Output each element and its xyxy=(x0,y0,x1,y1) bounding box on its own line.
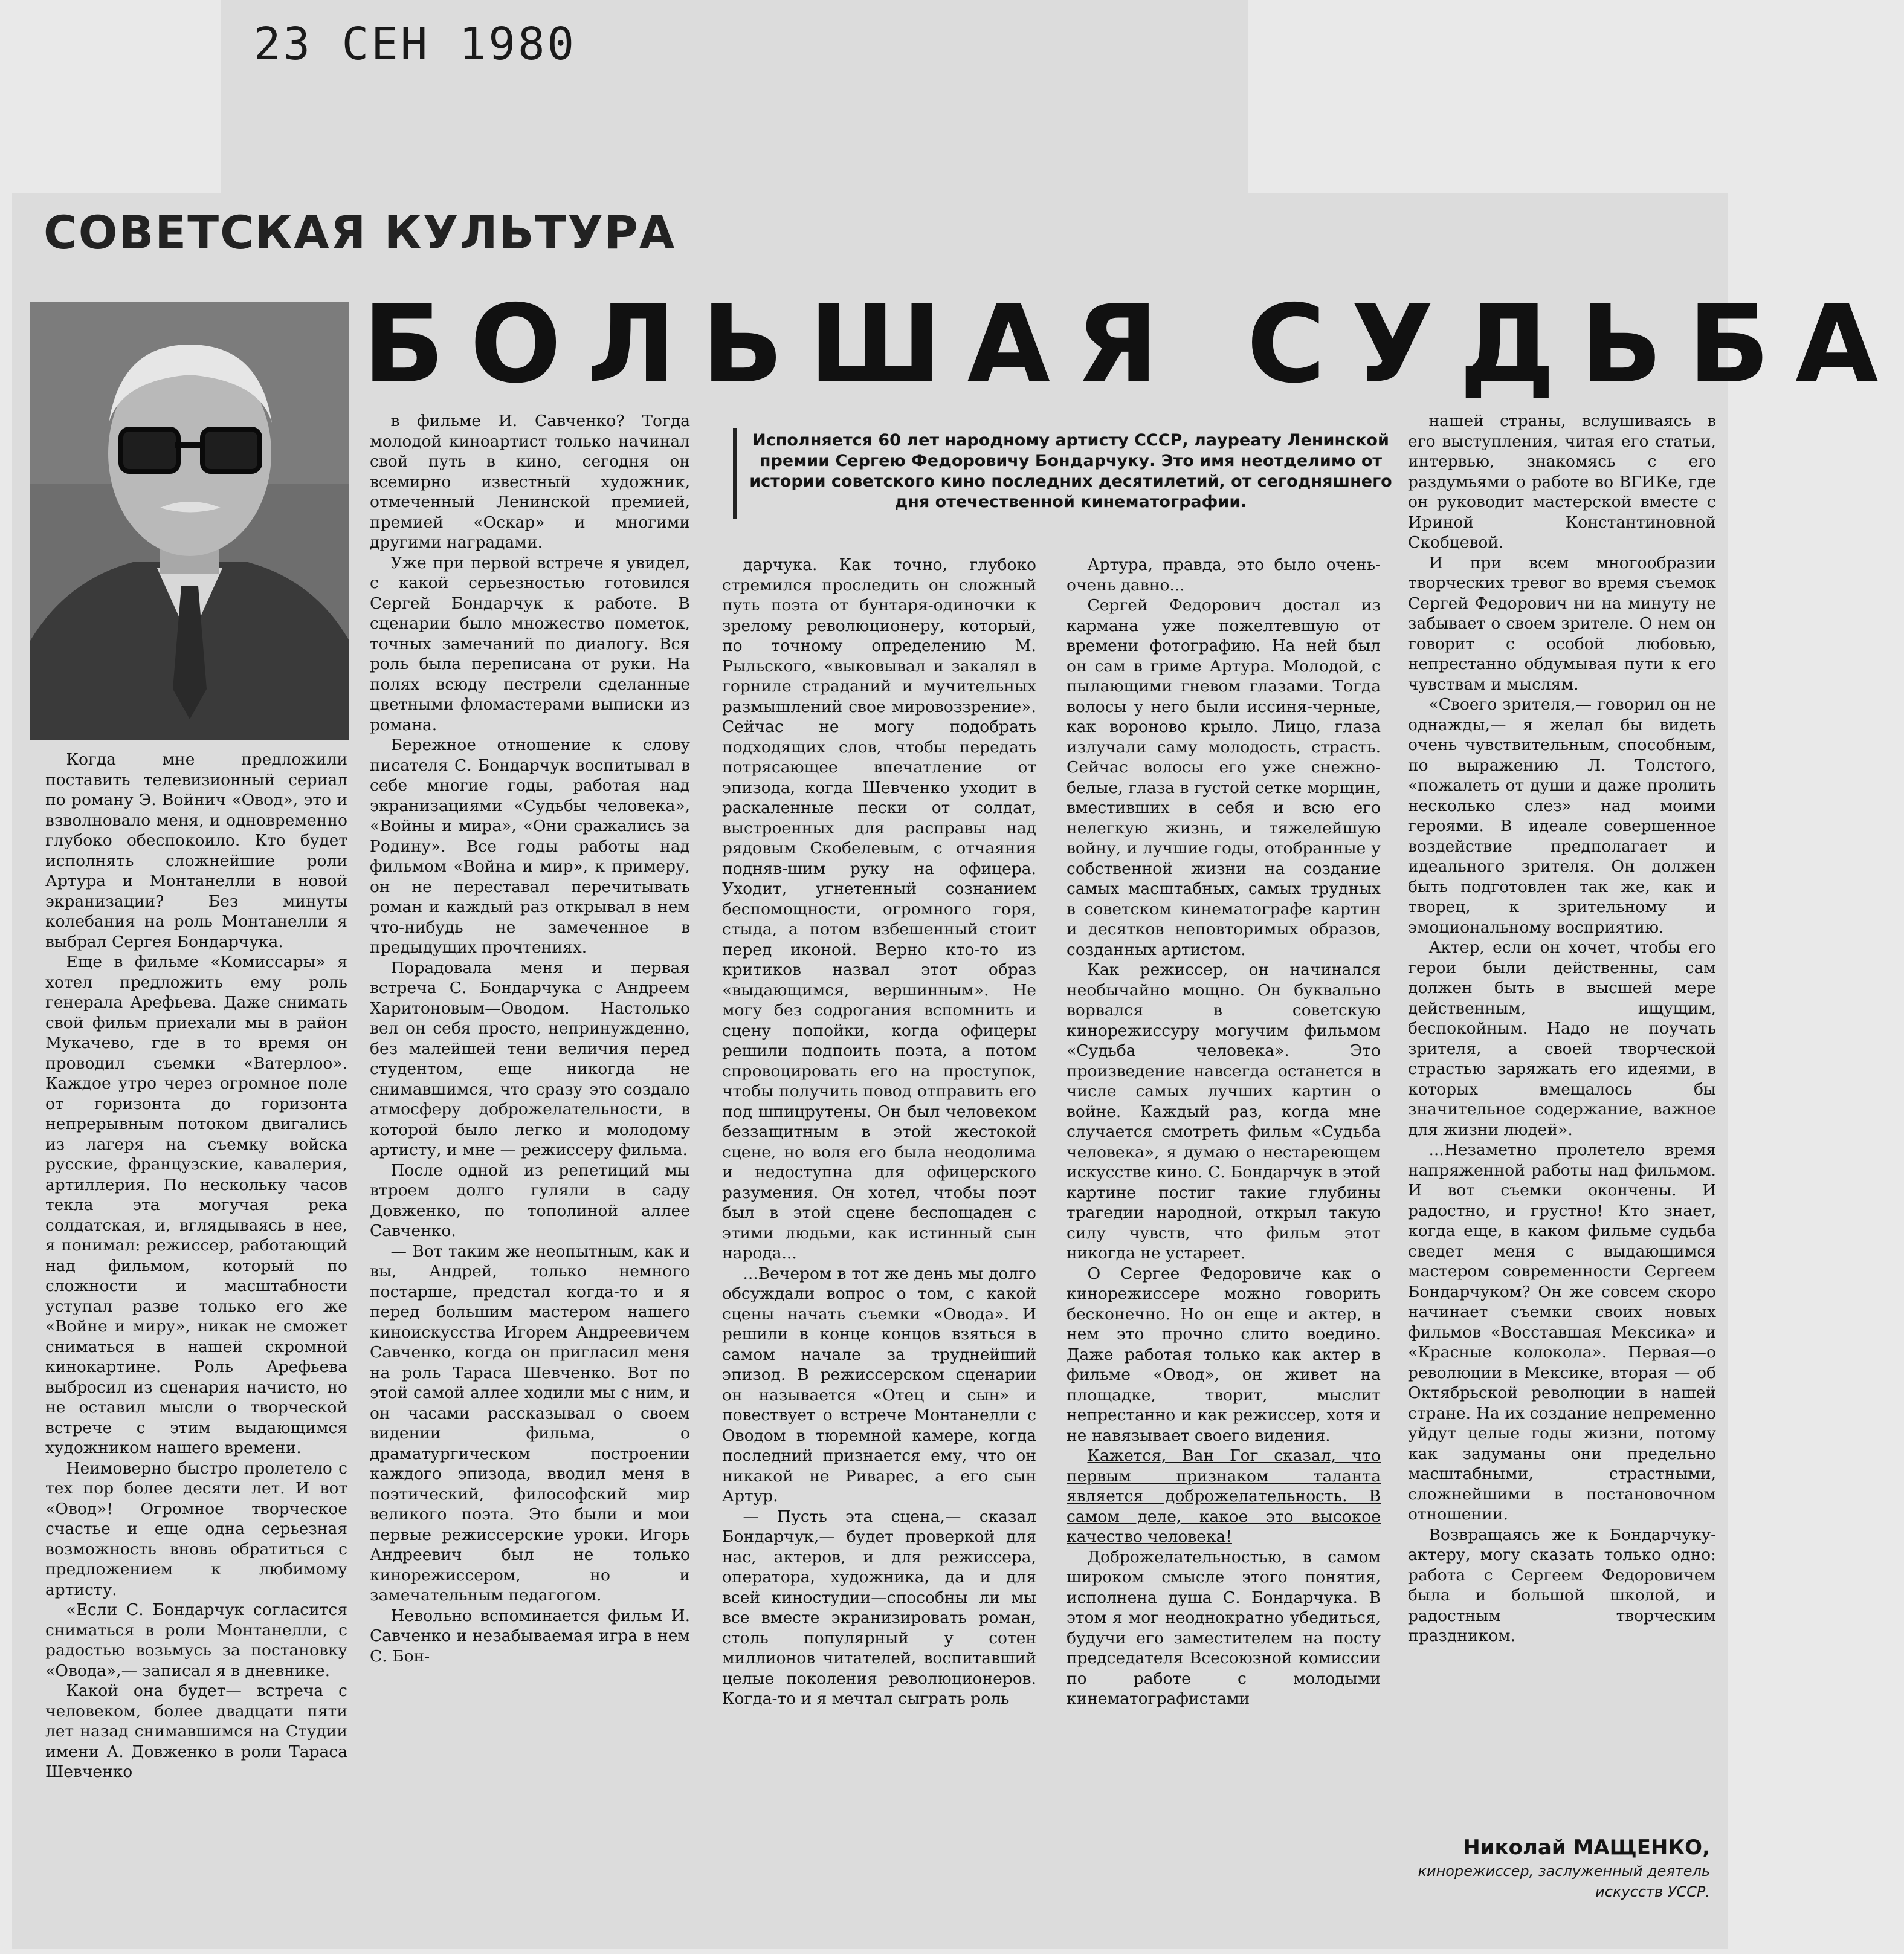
paragraph: Артура, правда, это было очень-очень давно... xyxy=(1067,555,1381,595)
paragraph: Порадовала меня и первая встреча С. Бондарчука с Андреем Харитоновым—Оводом. Настолько вел он себя просто, непринужденно, без малейшей тени величия перед студентом, еще никогда не снимавшимся, что сразу это создало атмосферу доброжелательности, в которой было легко и молодому артисту, и мне — режиссеру фильма. xyxy=(370,958,690,1159)
paragraph: Неимоверно быстро пролетело с тех пор более десяти лет. И вот «Овод»! Огромное творческое счастье и еще одна серьезная возможность вновь обратиться с предложением к любимому артисту. xyxy=(45,1458,347,1599)
paragraph: Еще в фильме «Комиссары» я хотел предложить ему роль генерала Арефьева. Даже снимать свой фильм приехали мы в район Мукачево, где в то время он проводил съемки «Ватерлоо». Каждое утро через огромное поле от горизонта до горизонта непрерывным потоком двигались из лагеря на съемку войска русские, французские, кавалерия, артиллерия. По нескольку часов текла эта могучая река солдатская, и, вглядываясь в нее, я понимал: режиссер, работающий над фильмом, который по сложности и масштабности уступал разве только его же «Войне и миру», никак не сможет сниматься в нашей скромной кинокартине. Роль Арефьева выбросил из сценария начисто, но не оставил мысли о творческой встрече с этим выдающимся художником нашего времени. xyxy=(45,953,347,1457)
paragraph: Какой она будет— встреча с человеком, более двадцати пяти лет назад снимавшимся на Студии имени А. Довженко в роли Тараса Шевченко xyxy=(45,1681,347,1781)
paragraph: в фильме И. Савченко? Тогда молодой киноартист только начинал свой путь в кино, сегодня он всемирно известный художник, отмеченный Ленинской премией, премией «Оскар» и многими другими наградами. xyxy=(370,412,690,552)
paragraph: О Сергее Федоровиче как о кинорежиссере можно говорить бесконечно. Но он еще и актер, в нем это прочно слито воедино. Даже работая только как актер в фильме «Овод», он живет на площадке, творит, мыслит непрестанно и как режиссер, хотя и не навязывает своего видения. xyxy=(1067,1264,1381,1445)
paragraph: Актер, если он хочет, чтобы его герои были действенны, сам должен быть в высшей мере действенным, ищущим, беспокойным. Надо не поучать зрителя, а своей творческой страстью заряжать его идеями, в которых вмещалось бы значительное содержание, важное для жизни людей». xyxy=(1408,938,1716,1139)
paragraph: Сергей Федорович достал из кармана уже пожелтевшую от времени фотографию. На ней был он сам в гриме Артура. Молодой, с пылающими гневом глазами. Тогда волосы у него были иссиня-черные, как вороново крыло. Лицо, глаза излучали саму молодость, страсть. Сейчас волосы его уже снежно-белые, глаза в густой сетке морщин, вместивших в себя и всю его нелегкую жизнь, и тяжелейшую войну, и лучшие годы, отобранные у собственной жизни на создание самых масштабных, самых трудных в советском кинематографе картин и десятков неповторимых образов, созданных артистом. xyxy=(1067,596,1381,959)
paragraph: ...Незаметно пролетело время напряженной работы над фильмом. И вот съемки окончены. И радостно, и грустно! Кто знает, когда еще, в каком фильме судьба сведет меня с выдающимся мастером современности Сергеем Бондарчуком? Он же совсем скоро начинает съемки своих новых фильмов «Восставшая Мексика» и «Красные колокола». Первая—о революции в Мексике, вторая — об Октябрьской революции в нашей стране. На их создание непременно уйдут целые годы жизни, потому как задуманы они предельно масштабными, страстными, сложнейшими в постановочном отношении. xyxy=(1408,1140,1716,1524)
article-lead: Исполняется 60 лет народному артисту СССР, лауреату Ленинской премии Сергею Федоровичу Бондарчуку. Это имя неотделимо от истории советского кино последних десятилетий, от сегодняшнего дня отечественной кинематографии. xyxy=(733,428,1400,519)
paragraph: Уже при первой встрече я увидел, с какой серьезностью готовился Сергей Бондарчук к работе. В сценарии было множество пометок, точных замечаний по диалогу. Вся роль была переписана от руки. На полях всюду пестрели сделанные цветными фломастерами выписки из романа. xyxy=(370,553,690,734)
paragraph: После одной из репетиций мы втроем долго гуляли в саду Довженко, по тополиной аллее Савченко. xyxy=(370,1160,690,1240)
paragraph: дарчука. Как точно, глубоко стремился проследить он сложный путь поэта от бунтаря-одиночки к зрелому революционеру, который, по точному определению М. Рыльского, «выковывал и закалял в горниле страданий и мучительных размышлений свое мировоззрение». Сейчас не могу подобрать подходящих слов, чтобы передать потрясающее впечатление от эпизода, когда Шевченко уходит в раскаленные пески от солдат, выстроенных для расправы над рядовым Скобелевым, с отчаяния подняв-шим руку на офицера. Уходит, угнетенный сознанием беспомощности, огромного горя, стыда, а потом взбешенный стоит перед иконой. Верно кто-то из критиков назвал этот образ «выдающимся, вершинным». Не могу без содрогания вспомнить и сцену попойки, когда офицеры решили подпоить поэта, а потом спровоцировать его на проступок, чтобы получить повод отправить его под шпицрутены. Он был человеком беззащитным в этой жестокой сцене, но воля его была неодолима и недоступна для офицерского разумения. Он хотел, чтобы поэт был в этой сцене беспощаден с этими людьми, как истинный сын народа... xyxy=(722,555,1036,1263)
newspaper-masthead: СОВЕТСКАЯ КУЛЬТУРА xyxy=(44,205,676,259)
article-column-1 xyxy=(45,749,347,1946)
paragraph: Доброжелательностью, в самом широком смысле этого понятия, исполнена душа С. Бондарчука. В этом я мог неоднократно убедиться, будучи его заместителем на посту председателя Всесоюзной комиссии по работе с молодыми кинематографистами xyxy=(1067,1547,1381,1708)
portrait-illustration xyxy=(30,302,349,740)
paragraph: Как режиссер, он начинался необычайно мощно. Он буквально ворвался в советскую кинорежиссуру могучим фильмом «Судьба человека». Это произведение навсегда останется в числе самых лучших картин о войне. Каждый раз, когда мне случается смотреть фильм «Судьба человека», я думаю о нестареющем искусстве кино. С. Бондарчук в этой картине постиг такие глубины трагедии народной, открыл такую силу чувств, что фильм этот никогда не устареет. xyxy=(1067,960,1381,1263)
paragraph: И при всем многообразии творческих тревог во время съемок Сергей Федорович ни на минуту не забывает о своем зрителе. О нем он говорит с особой любовью, непрестанно обдумывая пути к его чувствам и мыслям. xyxy=(1408,553,1716,694)
article-headline: БОЛЬШАЯ СУДЬБА xyxy=(363,282,1904,407)
paragraph: Невольно вспоминается фильм И. Савченко и незабываемая игра в нем С. Бон- xyxy=(370,1606,690,1666)
author-byline xyxy=(1384,1834,1710,1902)
article-column-3 xyxy=(722,555,1036,1945)
paragraph: Когда мне предложили поставить телевизионный сериал по роману Э. Войнич «Овод», это и взволновало меня, и одновременно глубоко обеспокоило. Кто будет исполнять сложнейшие роли Артура и Монтанелли в новой экранизации? Без минуты колебания на роль Монтанелли я выбрал Сергея Бондарчука. xyxy=(45,750,347,951)
article-column-2 xyxy=(370,411,690,1946)
paragraph: Возвращаясь же к Бондарчуку-актеру, могу сказать только одно: работа с Сергеем Федоровичем была и большой школой, и радостным творческим праздником. xyxy=(1408,1525,1716,1645)
paragraph: — Пусть эта сцена,— сказал Бондарчук,— будет проверкой для нас, актеров, и для режиссера, оператора, художника, да и для всей киностудии—способны ли мы все вместе экранизировать роман, столь популярный у сотен миллионов читателей, воспитавший целые поколения революционеров. Когда-то и я мечтал сыграть роль xyxy=(722,1507,1036,1708)
paragraph: Бережное отношение к слову писателя С. Бондарчук воспитывал в себе многие годы, работая над экранизациями «Судьбы человека», «Войны и мира», «Они сражались за Родину». Все годы работы над фильмом «Война и мир», к примеру, он не переставал перечитывать роман и каждый раз открывал в нем что-нибудь не замеченное в предыдущих прочтениях. xyxy=(370,736,690,957)
paragraph: нашей страны, вслушиваясь в его выступления, читая его статьи, интервью, знакомясь с его раздумьями о работе во ВГИКе, где он руководит мастерской вместе с Ириной Константиновной Скобцевой. xyxy=(1408,412,1716,552)
article-column-4 xyxy=(1067,555,1381,1945)
paragraph: ...Вечером в тот же день мы долго обсуждали вопрос о том, с какой сцены начать съемки «Овода». И решили в конце концов взяться в самом начале за труднейший эпизод. В режиссерском сценарии он называется «Отец и сын» и повествует о встрече Монтанелли с Оводом в тюремной камере, когда последний признается ему, что он никакой не Риварес, а его сын Артур. xyxy=(722,1264,1036,1506)
author-title: кинорежиссер, заслуженный деятель искусств УССР. xyxy=(1418,1863,1710,1900)
paragraph: «Если С. Бондарчук согласится сниматься в роли Монтанелли, с радостью возьмусь за постановку «Овода»,— записал я в дневнике. xyxy=(45,1600,347,1680)
paragraph: — Вот таким же неопытным, как и вы, Андрей, только немного постарше, предстал когда-то и я перед большим мастером нашего киноискусства Игорем Андреевичем Савченко, когда он пригласил меня на роль Тараса Шевченко. Вот по этой самой аллее ходили мы с ним, и он часами рассказывал о своем видении фильма, о драматургическом построении каждого эпизода, вводил меня в поэтический, философский мир великого поэта. Это были и мои первые режиссерские уроки. Игорь Андреевич был не только кинорежиссером, но и замечательным педагогом. xyxy=(370,1241,690,1605)
underlined-paragraph: Кажется, Ван Гог сказал, что первым признаком таланта является доброжелательность. В самом деле, какое это высокое качество человека! xyxy=(1067,1446,1381,1546)
date-stamp: 23 СЕН 1980 xyxy=(254,18,577,70)
article-column-5 xyxy=(1408,411,1716,1825)
paragraph: «Своего зрителя,— говорил он не однажды,— я желал бы видеть очень чувствительным, способным, по выражению Л. Толстого, «пожалеть от души и даже пролить несколько слез» над моими героями. В идеале совершенное воздействие предполагает и идеального зрителя. Он должен быть подготовлен так же, как и творец, к зрительному и эмоциональному восприятию. xyxy=(1408,695,1716,937)
portrait-photo xyxy=(30,302,349,740)
author-name: Николай МАЩЕНКО, xyxy=(1463,1836,1710,1860)
